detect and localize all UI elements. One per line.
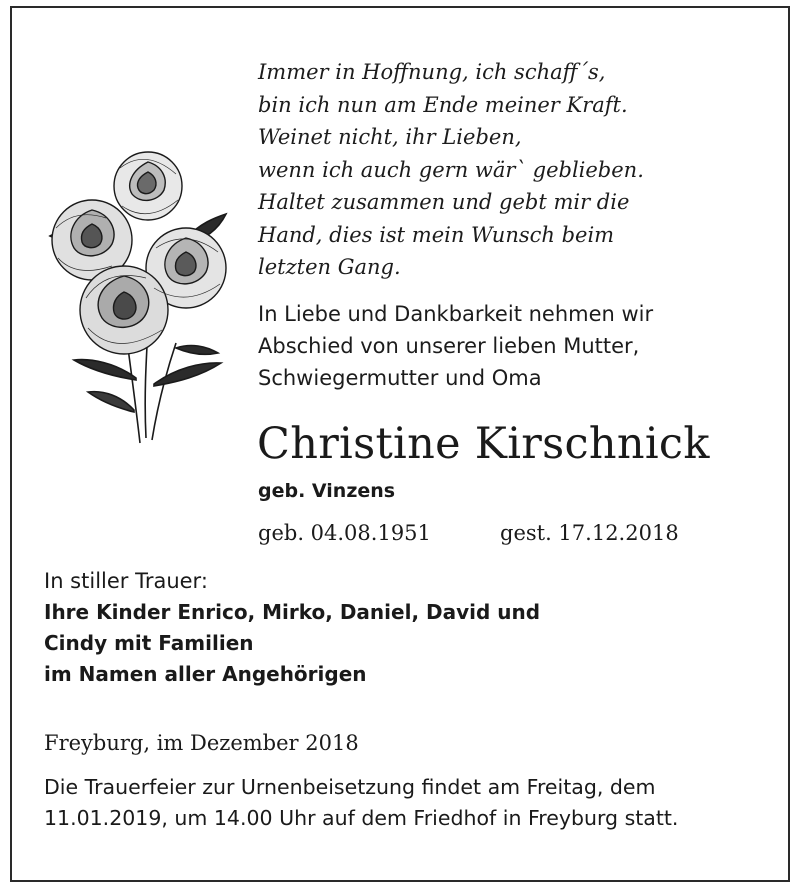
place-date: Freyburg, im Dezember 2018 (44, 731, 359, 755)
poem-line: Haltet zusammen und gebt mir die (258, 190, 630, 214)
poem-line: bin ich nun am Ende meiner Kraft. (258, 92, 628, 117)
ceremony-info (44, 772, 774, 834)
poem-line: wenn ich auch gern wär` geblieben. (258, 157, 644, 182)
mourners-line: im Namen aller Angehörigen (44, 662, 367, 686)
poem-line: Weinet nicht, ihr Lieben, (258, 125, 522, 149)
birth-date: geb. 04.08.1951 (258, 521, 431, 545)
intro-line: Schwiegermutter und Oma (258, 366, 542, 390)
poem-line: letzten Gang. (258, 255, 401, 279)
poem (258, 56, 778, 284)
ceremony-line: Die Trauerfeier zur Urnenbeisetzung findet am Freitag, dem (44, 775, 656, 799)
maiden-name: geb. Vinzens (258, 480, 396, 502)
poem-line: Hand, dies ist mein Wunsch beim (258, 222, 615, 247)
ceremony-line: 11.01.2019, um 14.00 Uhr auf dem Friedhof in Freyburg statt. (44, 806, 679, 830)
roses-illustration (36, 148, 236, 448)
mourners (44, 566, 744, 690)
mourners-line: Cindy mit Familien (44, 631, 254, 655)
mourners-lead: In stiller Trauer: (44, 569, 208, 593)
intro-line: In Liebe und Dankbarkeit nehmen wir (258, 302, 654, 326)
mourners-line: Ihre Kinder Enrico, Mirko, Daniel, David und (44, 600, 541, 624)
intro-line: Abschied von unserer lieben Mutter, (258, 334, 640, 358)
deceased-name: Christine Kirschnick (257, 419, 710, 469)
poem-line: Immer in Hoffnung, ich schaff´s, (258, 60, 606, 84)
death-date: gest. 17.12.2018 (500, 521, 679, 545)
intro-text (258, 298, 778, 394)
